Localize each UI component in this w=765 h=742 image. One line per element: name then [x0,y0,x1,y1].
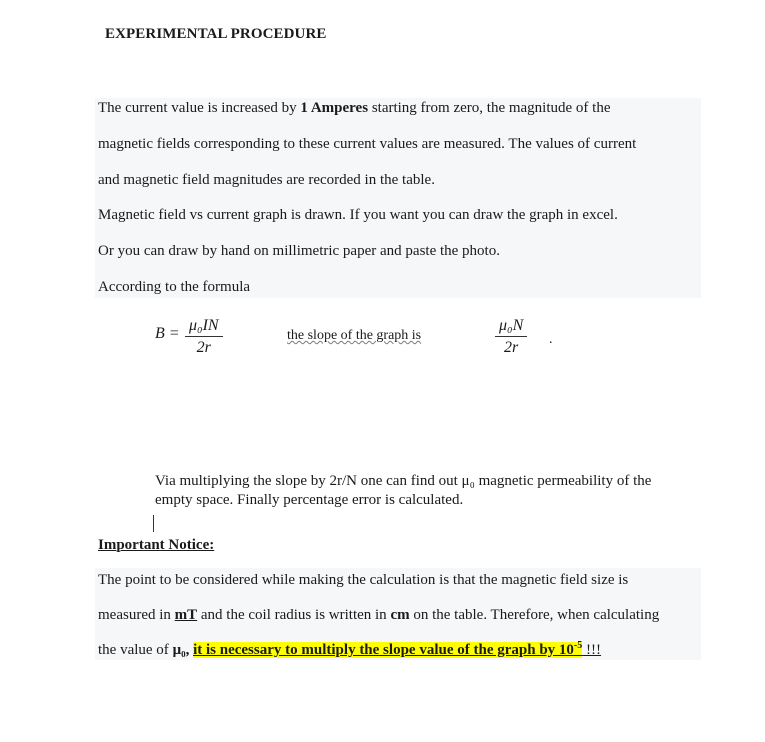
formula-denominator-2: 2r [504,339,519,356]
formula-numerator-2: μ₀N [495,316,527,337]
notice-text: and the coil radius is written in [197,607,391,623]
formula-denominator-1: 2r [196,339,211,356]
procedure-line-3: and magnetic field magnitudes are recorded in the table. [98,172,435,188]
formula-fraction-1 [185,316,223,359]
notice-line-1: The point to be considered while making the calculation is that the magnetic field size is [98,572,629,588]
procedure-text: starting from zero, the magnitude of the [368,100,611,116]
procedure-line-4: Magnetic field vs current graph is drawn. If you want you can draw the graph in excel. [98,207,618,223]
formula-numerator-1: μ₀IN [185,316,223,337]
formula-fraction-2 [495,316,527,359]
exclamation: !!! [582,642,602,658]
slope-label [287,328,421,344]
notice-line-2 [98,607,659,624]
current-step-value: 1 Amperes [300,100,369,116]
notice-text: on the table. Therefore, when calculating [409,607,660,623]
procedure-line-5: Or you can draw by hand on millimetric paper and paste the photo. [98,243,500,259]
procedure-line-2: magnetic fields corresponding to these current values are measured. The values of current [98,136,637,152]
procedure-line-6: According to the formula [98,279,251,295]
formula-lhs: B = [155,325,180,342]
slope-text: the slope of the graph is [287,328,422,343]
unit-mt: mT [174,607,198,623]
notice-text: the value of [98,642,173,658]
notice-line-3 [98,640,601,659]
unit-cm: cm [390,607,410,623]
procedure-text: The current value is increased by [98,100,301,116]
procedure-shading [95,98,701,298]
notice-title-text: Important Notice: [98,537,215,553]
notice-title [98,537,214,554]
notice-text: measured in [98,607,175,623]
highlighted-instruction [193,642,582,658]
via-line-1: Via multiplying the slope by 2r/N one can find out μ₀ magnetic permeability of the [155,473,652,489]
mu-zero: μ₀, [172,642,190,658]
procedure-line-1 [98,100,611,117]
via-line-2: empty space. Finally percentage error is calculated. [155,492,464,508]
highlight-text: it is necessary to multiply the slope value of the graph by 10 [193,642,574,658]
exponent: -5 [573,640,583,651]
text-cursor [153,515,154,532]
section-heading: EXPERIMENTAL PROCEDURE [105,26,327,42]
formula-period: . [549,332,553,347]
